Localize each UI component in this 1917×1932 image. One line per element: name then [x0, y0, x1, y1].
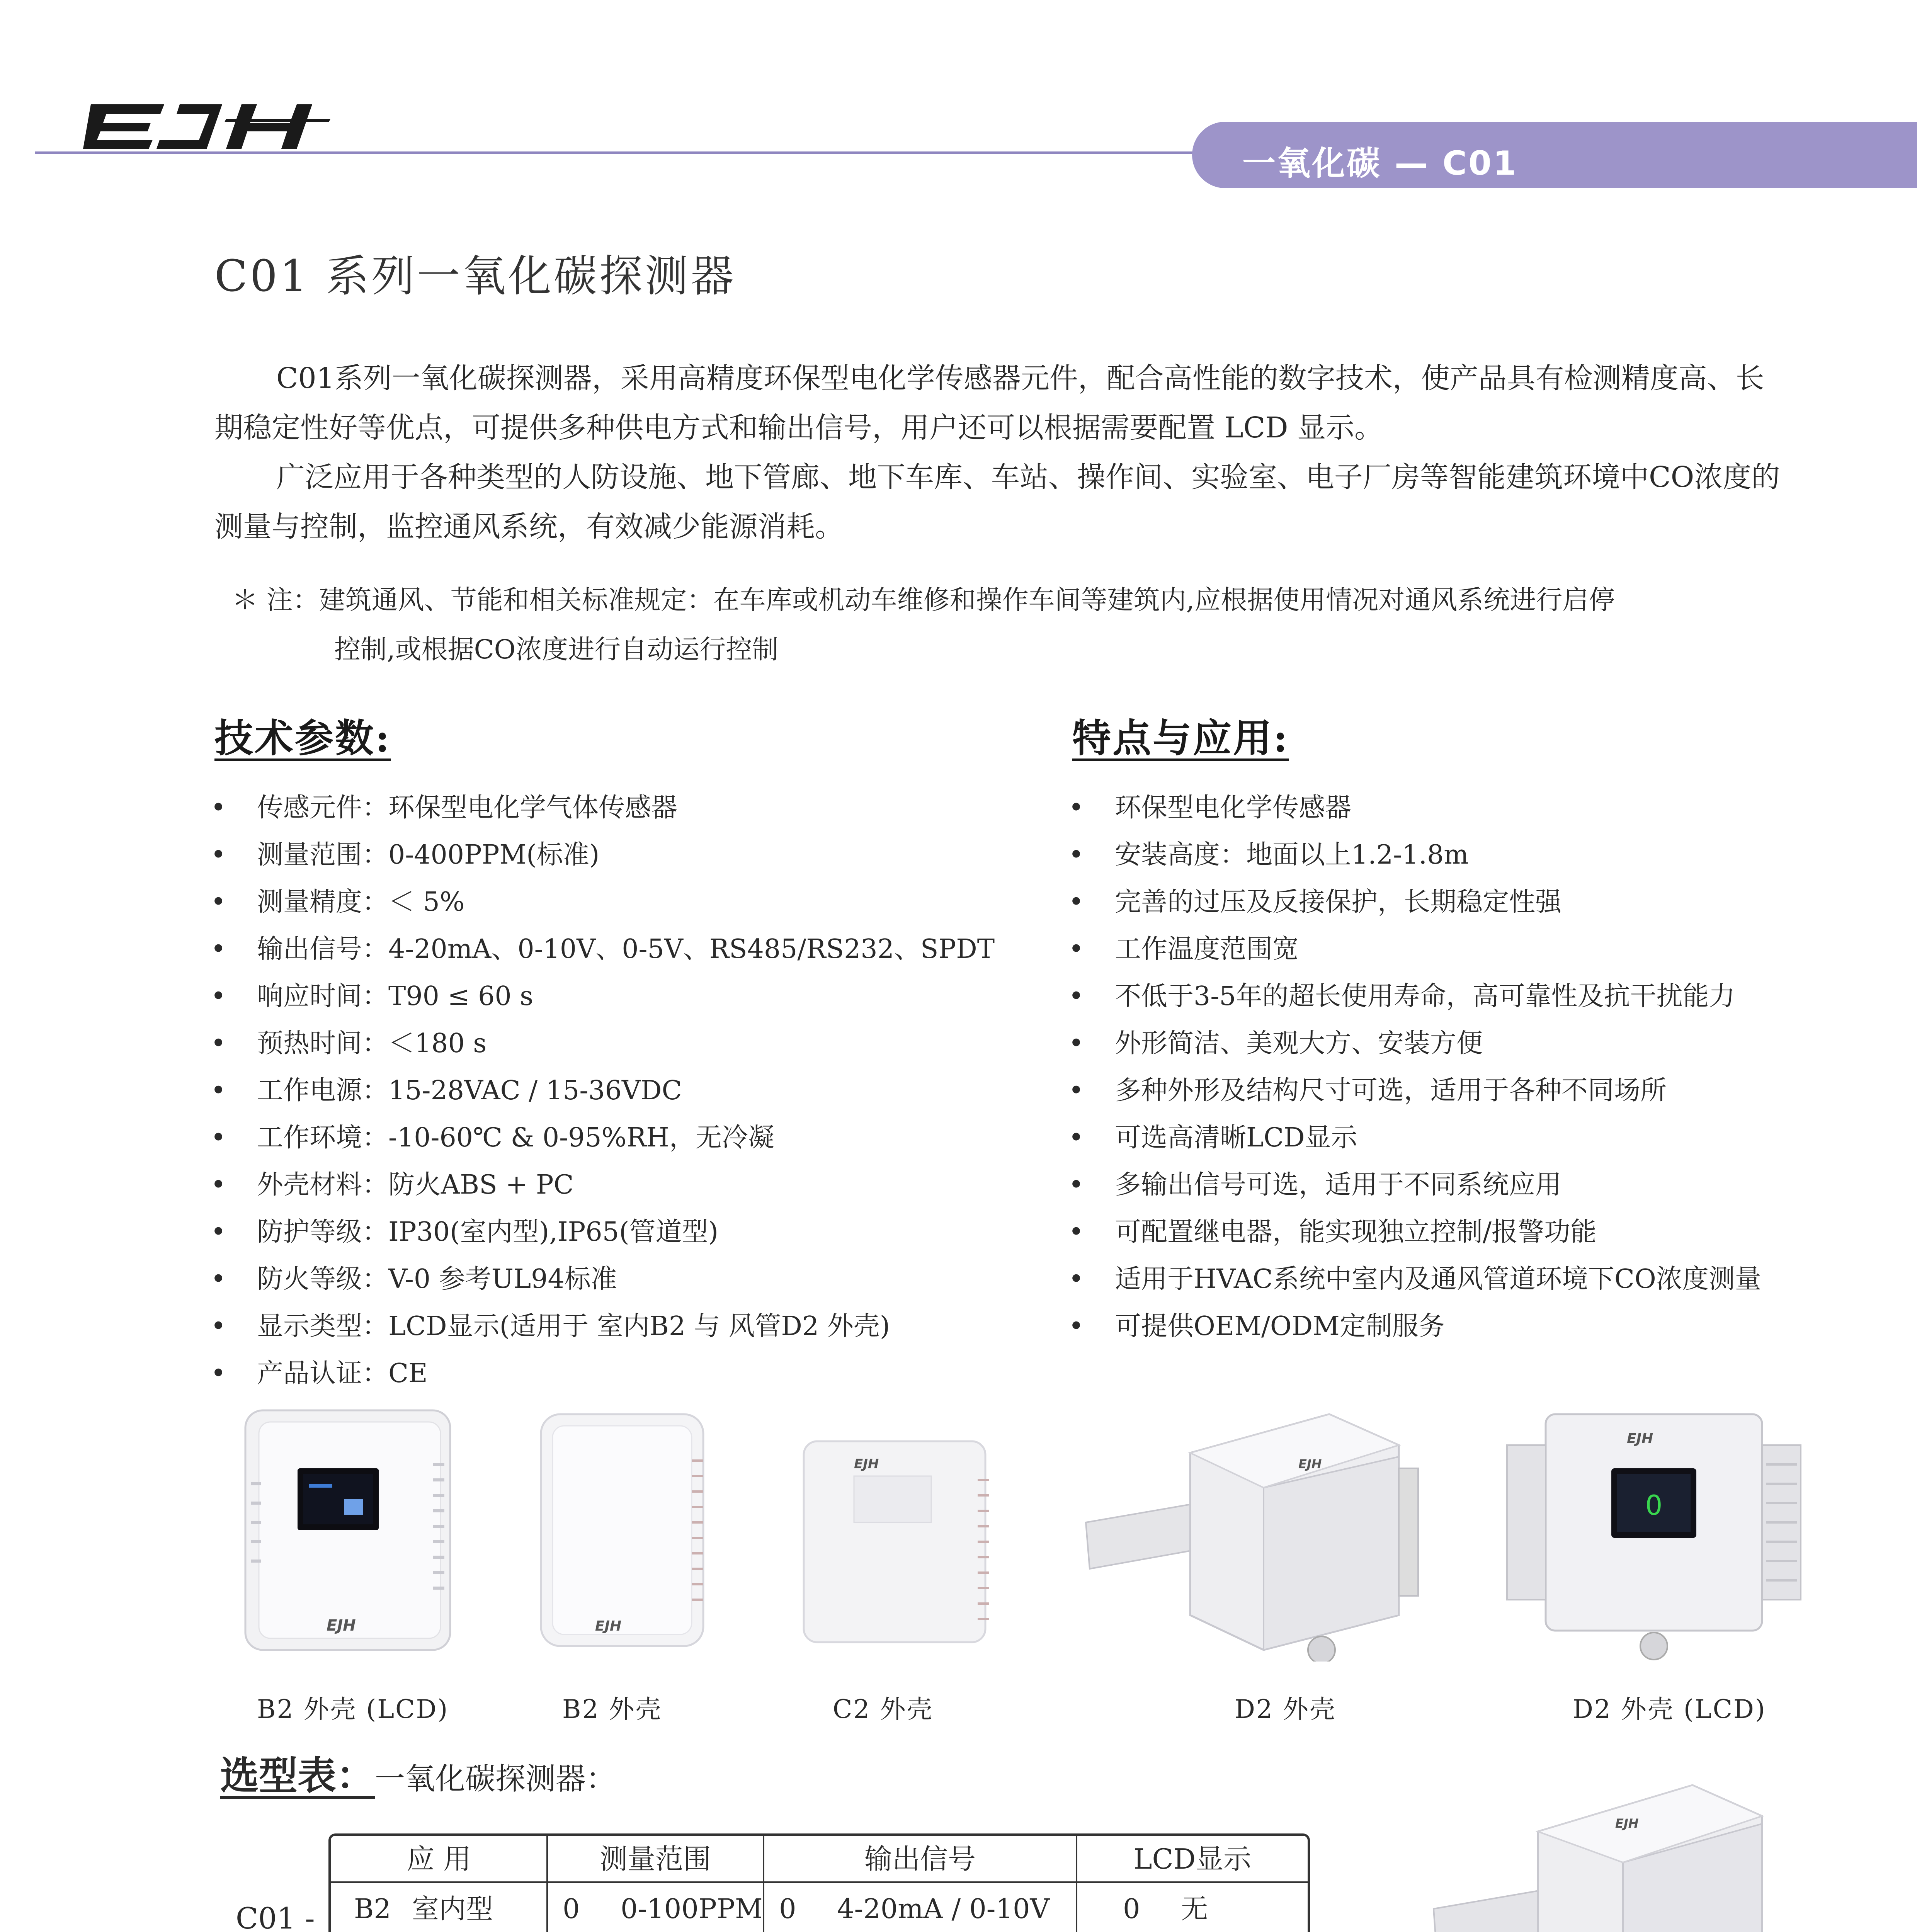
spec-item: • 工作环境：-10-60℃ & 0-95%RH，无冷凝 — [211, 1114, 1041, 1162]
feature-item: • 可选高清晰LCD显示 — [1068, 1114, 1899, 1162]
feature-item: • 工作温度范围宽 — [1068, 926, 1899, 973]
table-column-divider — [1076, 1836, 1077, 1932]
feature-item: • 可配置继电器，能实现独立控制/报警功能 — [1068, 1209, 1899, 1256]
spec-item: • 响应时间：T90 ≤ 60 s — [211, 973, 1041, 1020]
features-heading: 特点与应用: — [1072, 715, 1289, 761]
page-title: C01 系列一氧化碳探测器 — [214, 251, 736, 301]
spec-item: • 预热时间：＜180 s — [211, 1020, 1041, 1067]
feature-item: • 多种外形及结构尺寸可选，适用于各种不同场所 — [1068, 1067, 1899, 1114]
spec-item: • 产品认证：CE — [211, 1350, 1041, 1397]
specs-list — [211, 784, 1041, 1397]
product-brand-label: EJH — [327, 1617, 356, 1634]
spec-item: • 显示类型：LCD显示(适用于 室内B2 与 风管D2 外壳) — [211, 1303, 1041, 1350]
intro-text — [214, 354, 1787, 551]
feature-item: • 适用于HVAC系统中室内及通风管道环境下CO浓度测量 — [1068, 1256, 1899, 1303]
product-brand-label: EJH — [1615, 1816, 1639, 1831]
selection-title: 选型表： — [220, 1753, 375, 1798]
caption-d2-lcd: D2 外壳 (LCD) — [1573, 1694, 1766, 1724]
selection-heading — [220, 1745, 616, 1800]
header-tab — [1192, 122, 1917, 188]
feature-item: • 可提供OEM/ODM定制服务 — [1068, 1303, 1899, 1350]
note-line-1: ＊ 注：建筑通风、节能和相关标准规定：在车库或机动车维修和操作车间等建筑内,应根据使用情况对通风系统进行启停 — [232, 585, 1615, 616]
feature-item: • 外形简洁、美观大方、安装方便 — [1068, 1020, 1899, 1067]
lcd-options — [1123, 1886, 1208, 1932]
b2-product-image — [529, 1406, 715, 1654]
spec-item: • 测量范围：0-400PPM(标准) — [211, 832, 1041, 879]
feature-item: • 安装高度：地面以上1.2-1.8m — [1068, 832, 1899, 879]
d2-lcd-product-image — [1499, 1406, 1808, 1662]
spec-item: • 防护等级：IP30(室内型),IP65(管道型) — [211, 1209, 1041, 1256]
spec-item: • 防火等级：V-0 参考UL94标准 — [211, 1256, 1041, 1303]
application-options — [354, 1886, 493, 1932]
c2-product-image — [796, 1434, 997, 1650]
lcd-reading: 0 — [1645, 1490, 1663, 1521]
product-brand-label: EJH — [595, 1618, 622, 1634]
intro-paragraph-2: 广泛应用于各种类型的人防设施、地下管廊、地下车库、车站、操作间、实验室、电子厂房等智能建筑环境中CO浓度的测量与控制，监控通风系统，有效减少能源消耗。 — [214, 461, 1780, 543]
model-prefix: C01 - — [236, 1901, 315, 1932]
note-line-2: 控制,或根据CO浓度进行自动运行控制 — [334, 634, 779, 665]
b2-lcd-product-image — [240, 1406, 456, 1654]
selection-subtitle: 一氧化碳探测器： — [375, 1762, 616, 1796]
spec-item: • 测量精度：＜ 5% — [211, 879, 1041, 926]
header-lcd: LCD显示 — [1133, 1843, 1252, 1875]
spec-item: • 输出信号：4-20mA、0-10V、0-5V、RS485/RS232、SPDT — [211, 926, 1041, 973]
range-options — [563, 1886, 763, 1932]
e2-product-image — [1430, 1762, 1816, 1932]
caption-b2: B2 外壳 — [562, 1694, 662, 1724]
spec-item: • 工作电源：15-28VAC / 15-36VDC — [211, 1067, 1041, 1114]
feature-item: • 环保型电化学传感器 — [1068, 784, 1899, 832]
table-column-divider — [763, 1836, 764, 1932]
caption-d2: D2 外壳 — [1235, 1694, 1336, 1724]
table-row: 0 4-20mA / 0-10V — [779, 1893, 1050, 1925]
caption-b2-lcd: B2 外壳 (LCD) — [257, 1694, 449, 1724]
product-brand-label: EJH — [854, 1456, 879, 1472]
spec-item: • 外壳材料：防火ABS + PC — [211, 1162, 1041, 1209]
product-brand-label: EJH — [1627, 1431, 1653, 1447]
table-column-divider — [546, 1836, 548, 1932]
feature-item: • 多输出信号可选，适用于不同系统应用 — [1068, 1162, 1899, 1209]
header-range: 测量范围 — [599, 1843, 711, 1875]
header-tab-label: 一氧化碳 — C01 — [1242, 144, 1518, 183]
table-row: B2 室内型 — [354, 1893, 493, 1925]
ejh-logo — [83, 97, 330, 155]
d2-product-image — [1082, 1399, 1449, 1662]
table-header-divider — [331, 1881, 1308, 1883]
features-list — [1068, 784, 1899, 1350]
table-row: 0 0-100PPM — [563, 1893, 763, 1925]
selection-table — [328, 1833, 1310, 1932]
header-application: 应 用 — [407, 1843, 471, 1875]
specs-heading: 技术参数: — [214, 715, 391, 761]
spec-item: • 传感元件：环保型电化学气体传感器 — [211, 784, 1041, 832]
output-options — [779, 1886, 1050, 1932]
product-brand-label: EJH — [1298, 1457, 1322, 1471]
feature-item: • 完善的过压及反接保护，长期稳定性强 — [1068, 879, 1899, 926]
table-row: 0 无 — [1123, 1893, 1208, 1925]
header-output: 输出信号 — [864, 1843, 976, 1875]
intro-paragraph-1: C01系列一氧化碳探测器，采用高精度环保型电化学传感器元件，配合高性能的数字技术，使产品具有检测精度高、长期稳定性好等优点，可提供多种供电方式和输出信号，用户还可以根据需要配置 LCD 显示。 — [214, 362, 1764, 444]
caption-c2: C2 外壳 — [833, 1694, 934, 1724]
feature-item: • 不低于3-5年的超长使用寿命，高可靠性及抗干扰能力 — [1068, 973, 1899, 1020]
note-block — [232, 576, 1797, 675]
